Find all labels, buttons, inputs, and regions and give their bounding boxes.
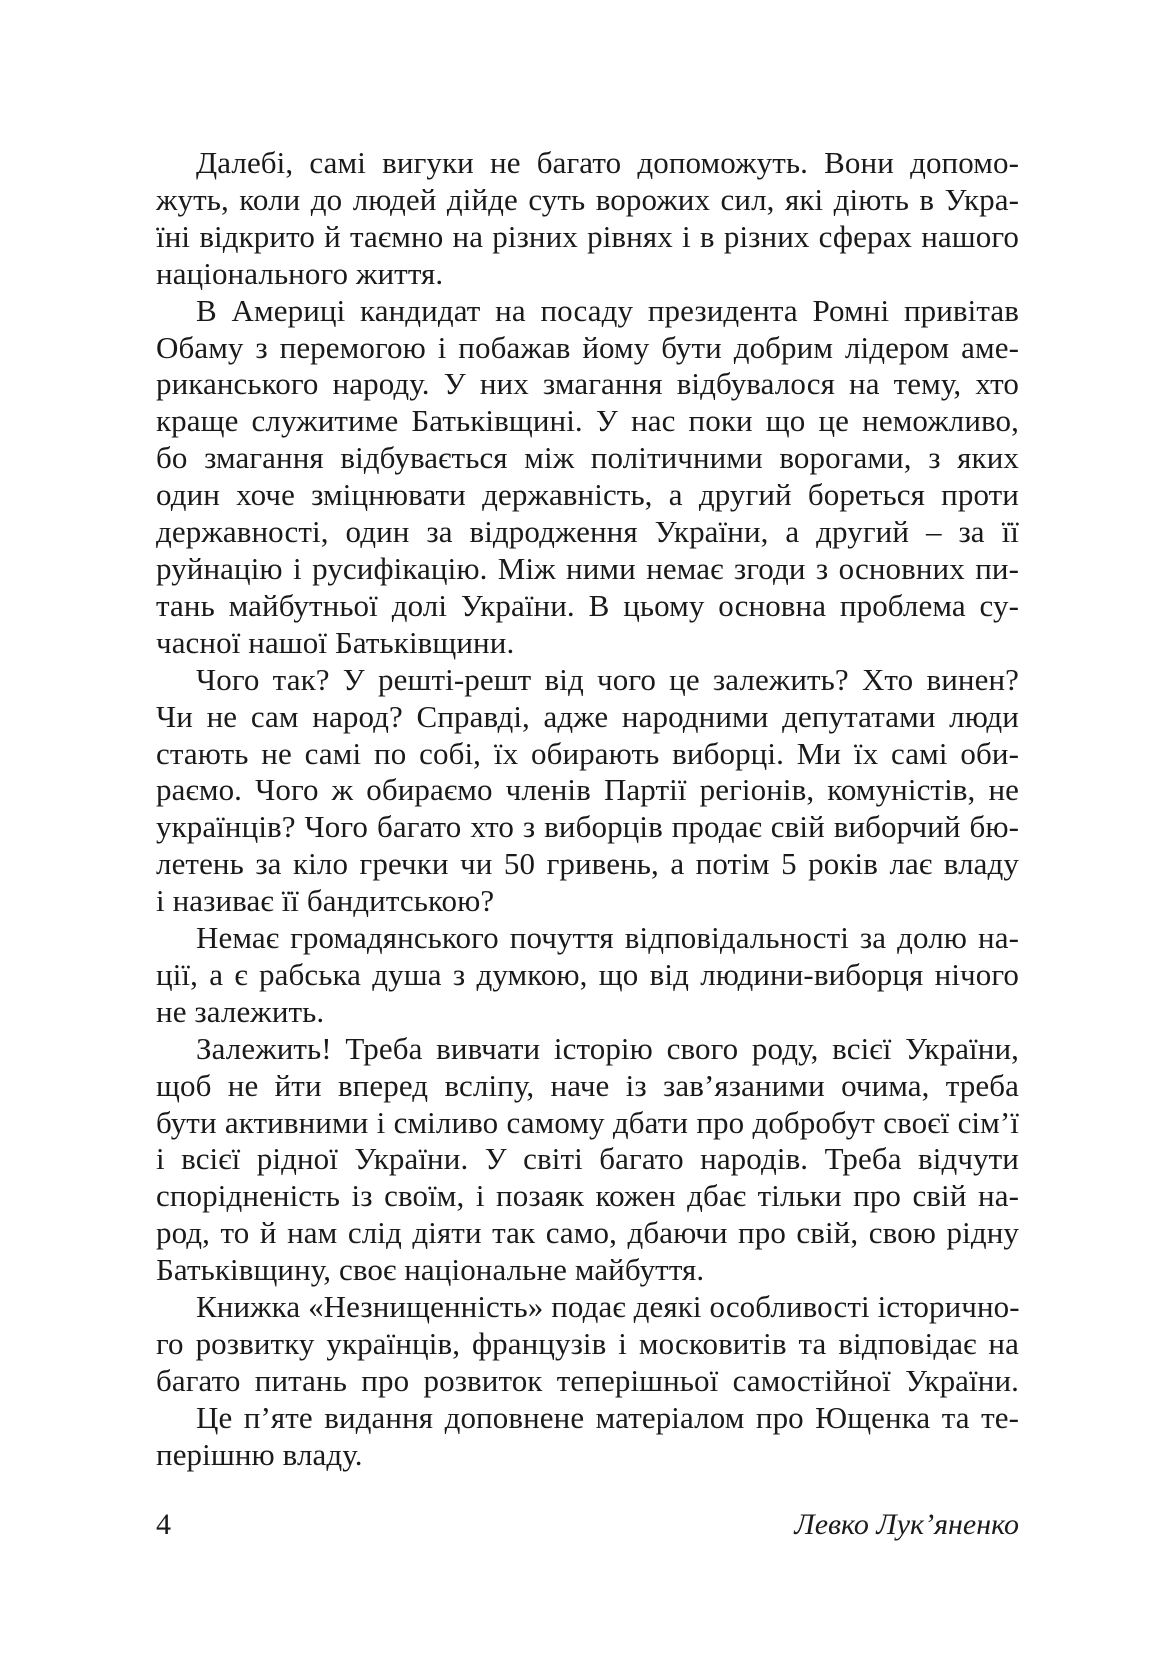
text-line: бо змагання відбувається між політичними ворогами, з яких [156,440,1019,476]
text-line: і всієї рідної України. У світі багато народів. Треба відчути [156,1141,1019,1177]
text-line: щоб не йти вперед всліпу, наче із зав’язаними очима, треба [156,1067,1019,1103]
text-line: тань майбутньої долі України. В цьому основна проблема су- [156,587,1019,623]
text-line: спорідненість із своїм, і позаяк кожен дбає тільки про свій на- [156,1178,1019,1214]
paragraph [156,1031,1019,1289]
text-line: го розвитку українців, французів і московитів та відповідає на [156,1326,1019,1361]
text-line: раємо. Чого ж обираємо членів Партії регіонів, комуністів, не [156,772,1019,808]
text-line: летень за кіло гречки чи 50 гривень, а потім 5 років лає владу [156,846,1019,882]
text-line: і називає її бандитською? [156,883,495,919]
text-line: Чого так? У решті-решт від чого це залежить? Хто винен? [196,661,1019,697]
paragraph [156,145,1019,293]
text-line: Далебі, самі вигуки не багато допоможуть. Вони допомо- [196,145,1019,180]
paragraph [156,662,1019,920]
text-line: ції, а є рабська душа з думкою, що від людини-виборця нічого [156,956,1019,992]
text-line: Це п’яте видання доповнене матеріалом про Ющенка та те- [196,1399,1019,1435]
running-author: Левко Лук’яненко [794,1508,1019,1541]
paragraph [156,1289,1019,1400]
text-line: перішню владу. [156,1436,363,1472]
page-footer [156,1508,1019,1548]
text-line: краще служитиме Батьківщині. У нас поки що це неможливо, [156,403,1019,439]
page-number: 4 [156,1508,171,1541]
text-line: риканського народу. У них змагання відбувалося на тему, хто [156,366,1019,402]
text-line: багато питань про розвиток теперішньої самостійної України. [156,1362,1019,1398]
text-line: національного життя. [156,255,444,291]
text-line: Немає громадянського почуття відповідальності за долю на- [196,920,1019,956]
text-line: Батьківщину, своє національне майбуття. [156,1252,705,1288]
text-line: один хоче зміцнювати державність, а другий бореться проти [156,477,1019,513]
text-line: Обаму з перемогою і побажав йому бути добрим лідером аме- [156,329,1019,365]
text-line: бути активними і сміливо самому дбати про добробут своєї сім’ї [156,1104,1019,1140]
paragraph [156,293,1019,662]
text-line: їні відкрито й таємно на різних рівнях і в різних сферах нашого [156,218,1019,254]
text-line: Залежить! Треба вивчати історію свого роду, всієї України, [196,1030,1019,1066]
text-line: державності, один за відродження України, а другий – за її [156,514,1019,550]
text-line: стають не самі по собі, їх обирають виборці. Ми їх самі оби- [156,735,1019,771]
text-line: українців? Чого багато хто з виборців продає свій виборчий бю- [156,809,1019,845]
text-line: жуть, коли до людей дійде суть ворожих сил, які діють в Укра- [156,181,1019,217]
text-line: род, то й нам слід діяти так само, дбаючи про свій, свою рідну [156,1215,1019,1251]
text-line: Книжка «Незнищенність» подає деякі особливості історично- [196,1289,1020,1325]
text-line: часної нашої Батьківщини. [156,624,515,660]
text-line: Чи не сам народ? Справді, адже народними депутатами люди [156,698,1019,734]
text-line: В Америці кандидат на посаду президента Ромні привітав [196,292,1019,328]
text-line: не залежить. [156,993,325,1029]
page-body [156,145,1019,1474]
text-line: руйнацію і русифікацію. Між ними немає згоди з основних пи- [156,550,1019,586]
paragraph [156,1400,1019,1474]
paragraph [156,920,1019,1031]
